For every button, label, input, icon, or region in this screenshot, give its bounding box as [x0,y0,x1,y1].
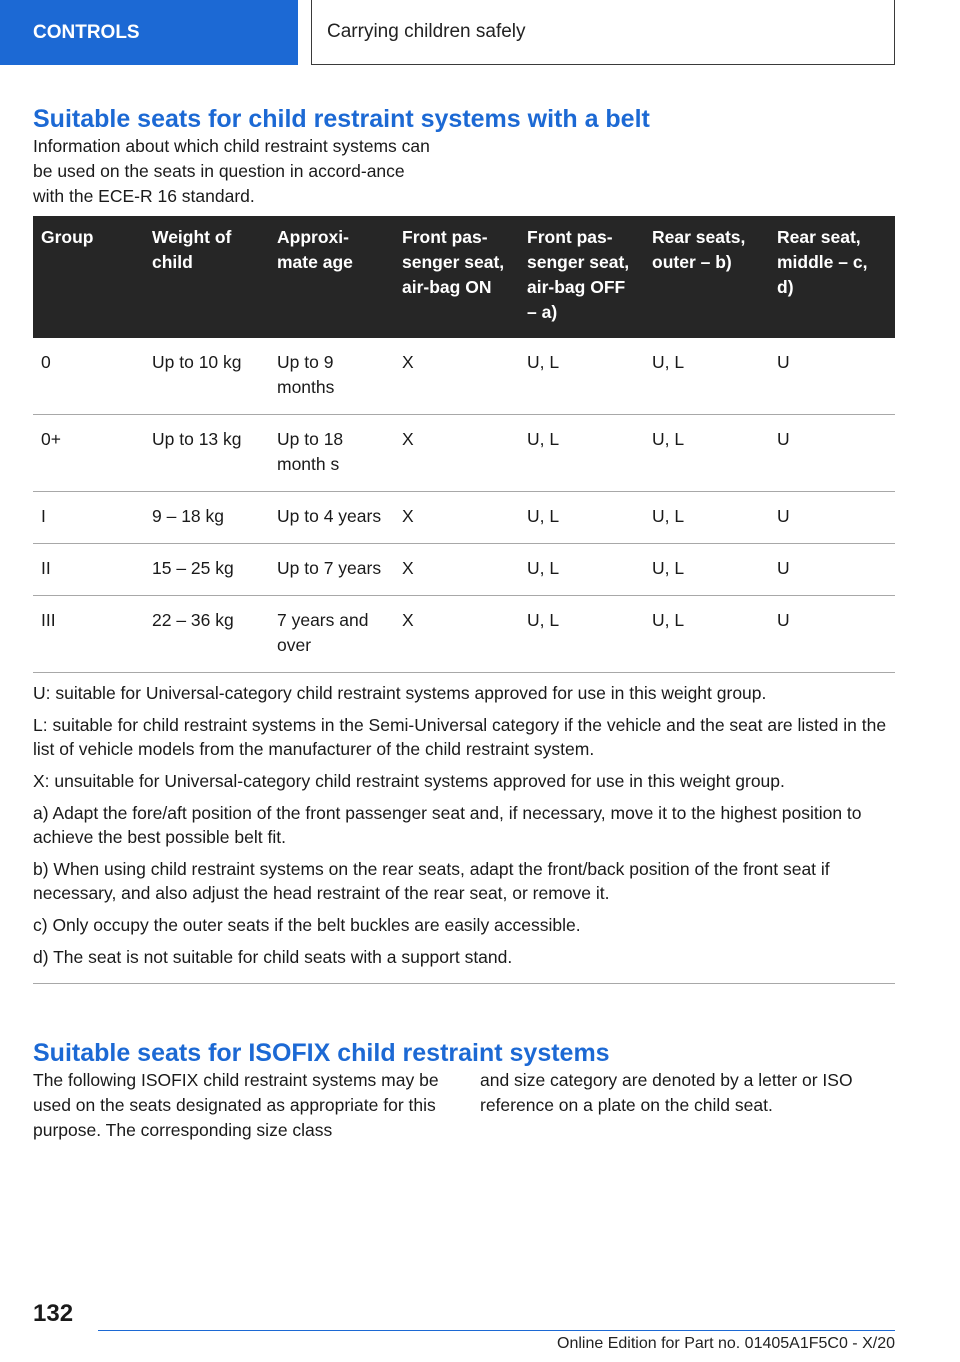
section2-title: Suitable seats for ISOFIX child restraint systems [33,1039,610,1067]
table-cell: U [769,544,895,596]
table-cell: 22 – 36 kg [144,596,269,673]
header-cell: Front pas-senger seat, air-bag OFF – a) [519,216,644,338]
table-notes [33,673,895,984]
header-section-tab [0,0,298,65]
table-cell: U, L [519,596,644,673]
table-row [33,492,895,544]
section1-intro: Information about which child restraint systems can be used on the seats in question in accord-ance with the ECE-R 16 standard. [33,136,430,206]
note-unsuitable: X: unsuitable for Universal-category child restraint systems approved for use in this weight group. [33,771,785,791]
header-chapter-label: Carrying children safely [327,21,526,42]
section2-col2: and size category are denoted by a letter or ISO reference on a plate on the child seat. [480,1070,853,1115]
table-cell: 7 years and over [269,596,394,673]
table-row [33,338,895,415]
table-cell: Up to 10 kg [144,338,269,415]
table-cell: Up to 13 kg [144,415,269,492]
seat-suitability-table-wrapper [33,216,895,984]
header-section-label: CONTROLS [33,21,140,43]
table-cell: Up to 9 months [269,338,394,415]
section2-col1: The following ISOFIX child restraint systems may be used on the seats designated as appropriate for this purpose. The corresponding size class [33,1070,439,1140]
table-cell: U, L [519,492,644,544]
note-a: a) Adapt the fore/aft position of the front passenger seat and, if necessary, move it to the highest position to achieve the best possible belt fit. [33,803,862,847]
header-cell: Rear seat, middle – c, d) [769,216,895,338]
table-cell: X [394,492,519,544]
note-b: b) When using child restraint systems on the rear seats, adapt the front/back position of the front seat if necessary, and also adjust the head restraint of the rear seat, or remove it. [33,859,830,903]
table-cell: X [394,596,519,673]
table-cell: Up to 7 years [269,544,394,596]
note-d: d) The seat is not suitable for child seats with a support stand. [33,947,513,967]
table-cell: U, L [519,544,644,596]
section2-columns [33,1068,895,1143]
table-header-row [33,216,895,338]
table-cell: U, L [644,492,769,544]
table-cell: U, L [644,596,769,673]
table-row [33,544,895,596]
note-semi-universal: L: suitable for child restraint systems in the Semi-Universal category if the vehicle and the seat are listed in the list of vehicle models from the manufacturer of the child restraint system. [33,715,887,759]
header-chapter-box [311,0,895,65]
table-cell: U [769,338,895,415]
table-row [33,596,895,673]
header-cell: Approxi-mate age [269,216,394,338]
table-cell: I [33,492,144,544]
table-cell: X [394,338,519,415]
table-cell: 0+ [33,415,144,492]
header-cell: Front pas-senger seat, air-bag ON [394,216,519,338]
section-belt-seats [33,104,895,209]
page-number: 132 [33,1300,74,1327]
table-cell: U, L [519,415,644,492]
table-cell: III [33,596,144,673]
table-cell: U, L [644,544,769,596]
table-row [33,415,895,492]
table-cell: X [394,415,519,492]
header-cell: Weight of child [144,216,269,338]
footer-edition: Online Edition for Part no. 01405A1F5C0 - X/20 [557,1335,895,1352]
table-cell: U [769,415,895,492]
note-universal: U: suitable for Universal-category child restraint systems approved for use in this weight group. [33,683,767,703]
table-cell: 0 [33,338,144,415]
header-cell: Rear seats, outer – b) [644,216,769,338]
table-cell: U, L [519,338,644,415]
table-cell: Up to 4 years [269,492,394,544]
header-cell: Group [33,216,144,338]
table-cell: 15 – 25 kg [144,544,269,596]
table-cell: U [769,596,895,673]
table-cell: X [394,544,519,596]
table-cell: II [33,544,144,596]
table-cell: U [769,492,895,544]
footer-divider [98,1330,895,1331]
section1-title: Suitable seats for child restraint systems with a belt [33,105,650,133]
table-cell: U, L [644,415,769,492]
section-isofix-seats [33,1038,895,1143]
table-cell: U, L [644,338,769,415]
table-cell: Up to 18 month s [269,415,394,492]
note-c: c) Only occupy the outer seats if the belt buckles are easily accessible. [33,915,581,935]
seat-suitability-table [33,216,895,673]
table-cell: 9 – 18 kg [144,492,269,544]
